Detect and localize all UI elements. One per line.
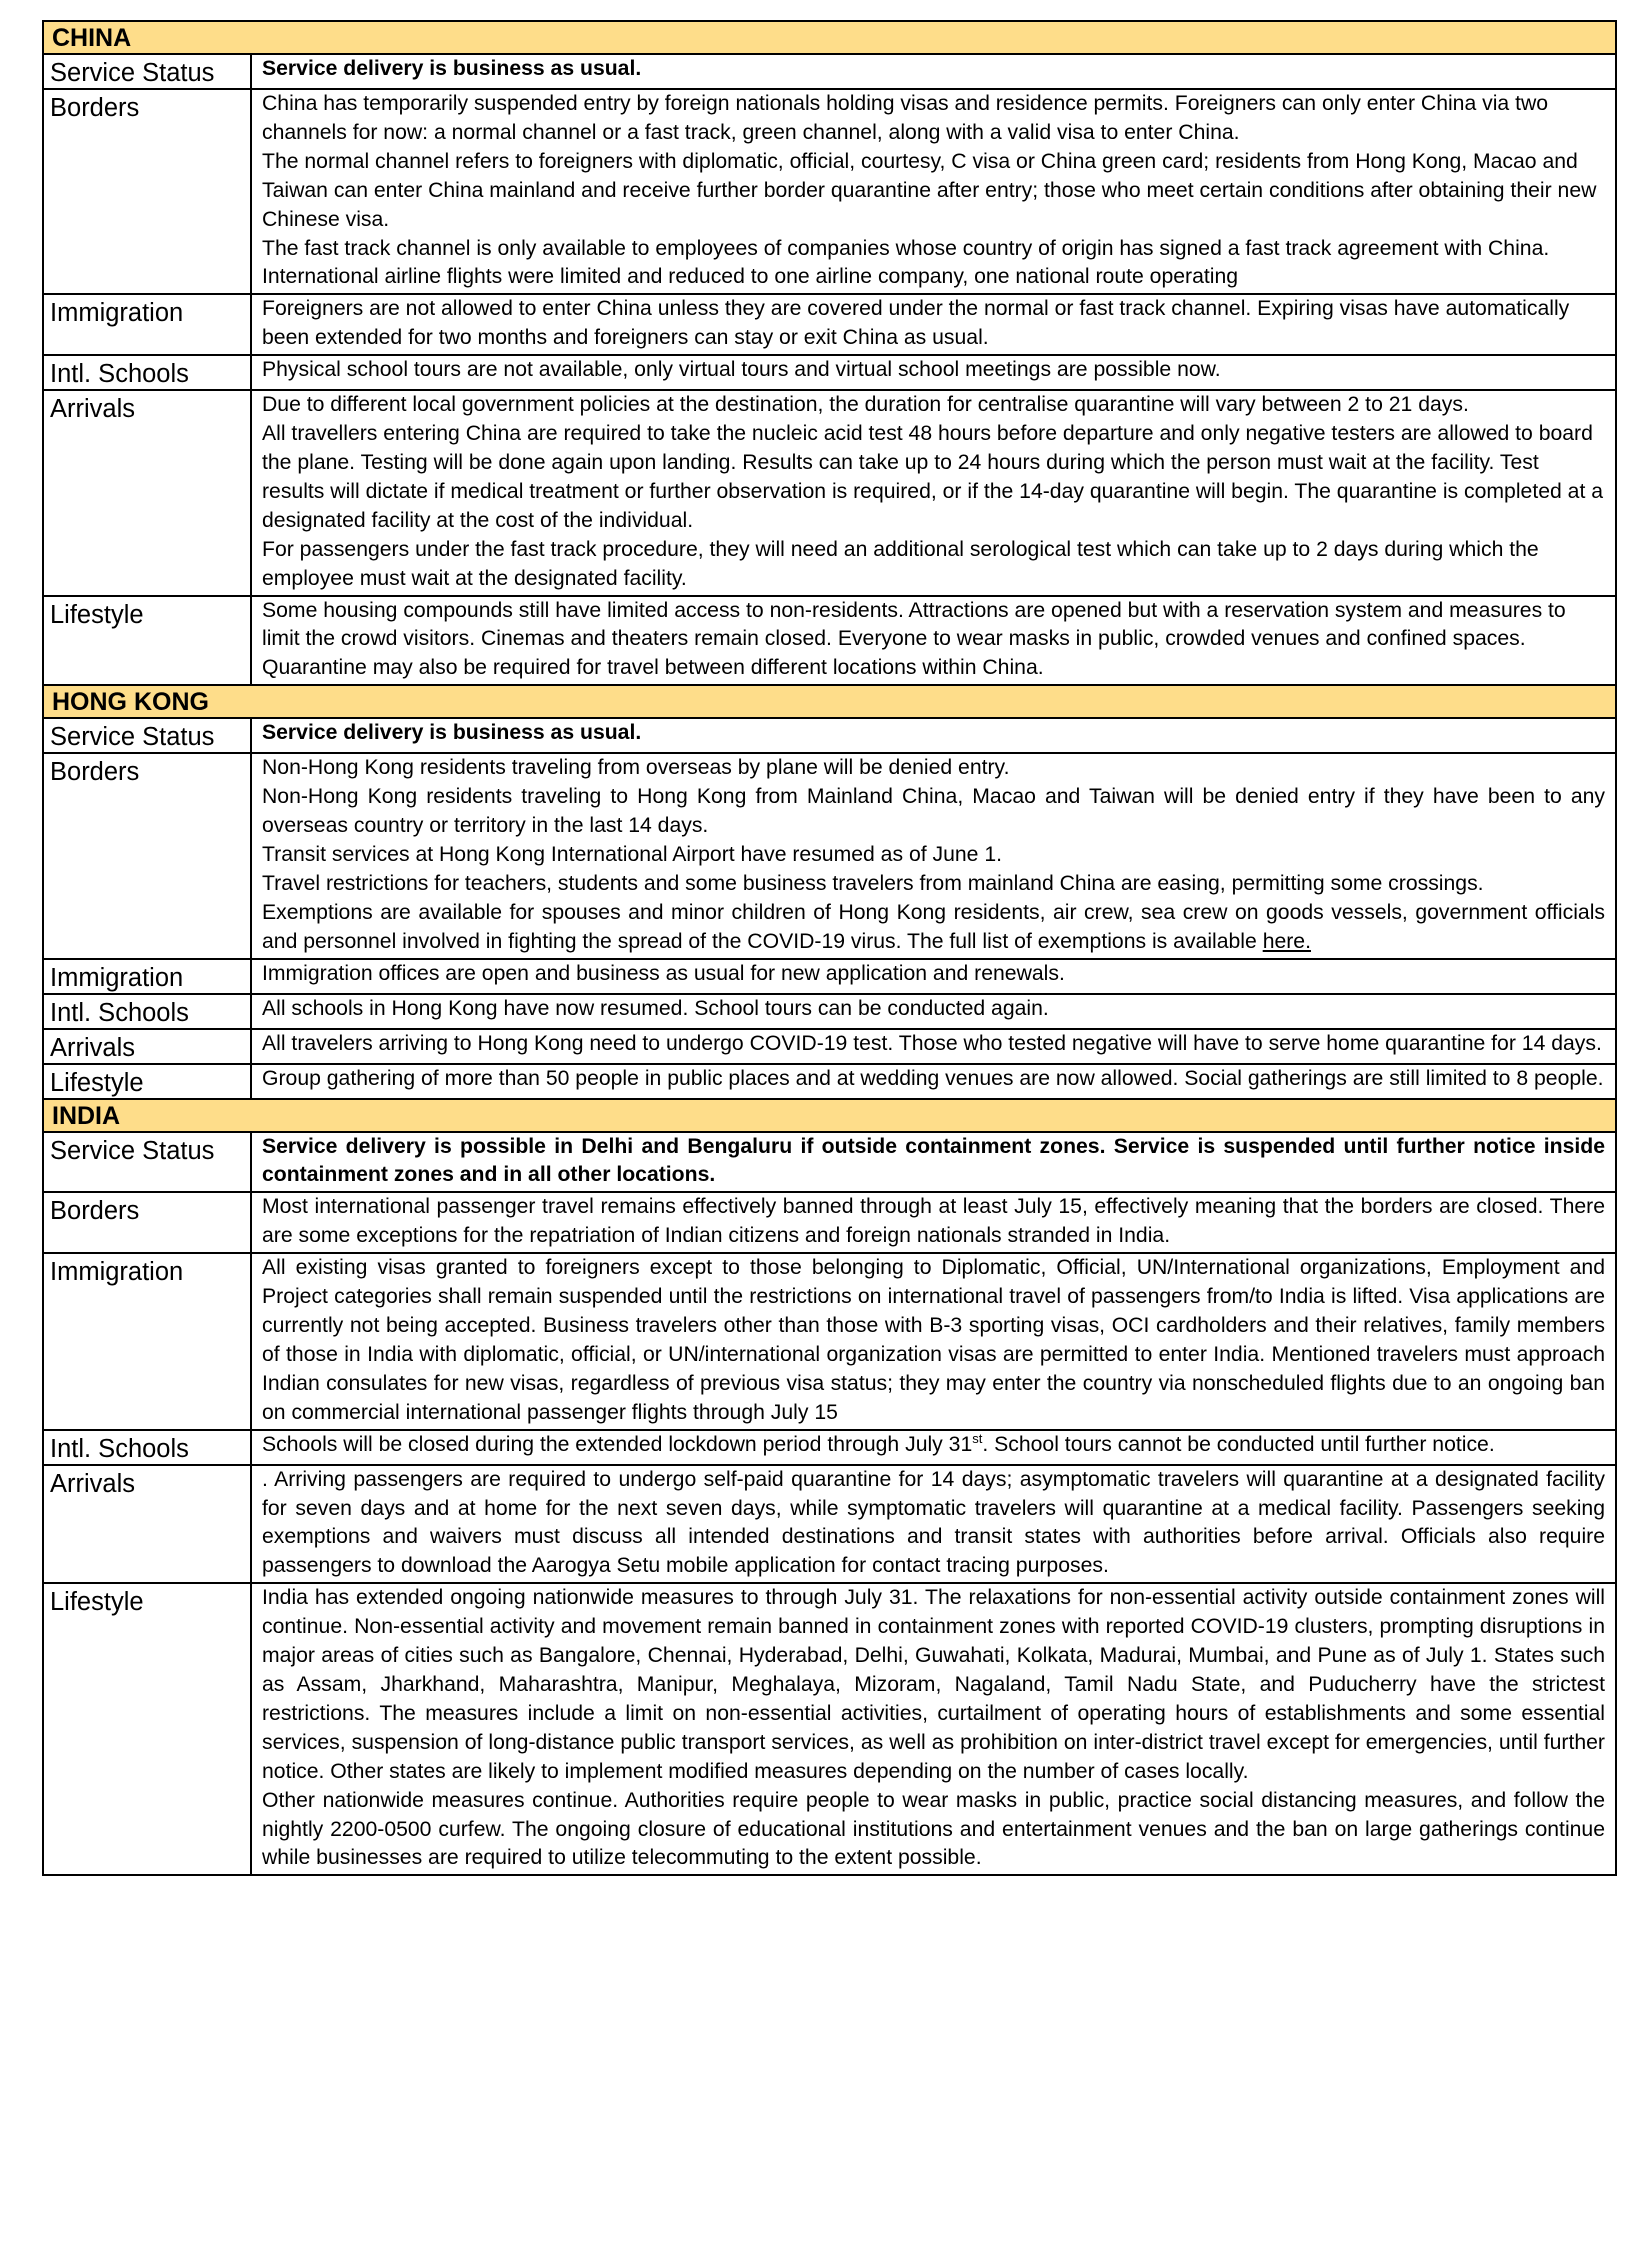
row-content [251, 1253, 1616, 1429]
table-row [43, 1192, 1616, 1253]
table-row [43, 718, 1616, 753]
row-content [251, 294, 1616, 355]
paragraph-text: All travelers arriving to Hong Kong need to undergo COVID-19 test. Those who tested negative will have to serve home quarantine for 14 days. [262, 1031, 1602, 1055]
paragraph-text: All schools in Hong Kong have now resumed. School tours can be conducted again. [262, 996, 1049, 1020]
exemptions-link[interactable]: here. [1262, 929, 1311, 953]
paragraph-text: The fast track channel is only available to employees of companies whose country of origin has signed a fast track agreement with China. [262, 236, 1550, 260]
table-row [43, 1064, 1616, 1099]
paragraph [262, 1193, 1605, 1251]
paragraph-text: Group gathering of more than 50 people in public places and at wedding venues are now allowed. Social gatherings are still limited to 8 people. [262, 1066, 1604, 1090]
row-content [251, 54, 1616, 89]
paragraph-text: Some housing compounds still have limited access to non-residents. Attractions are opened but with a reservation system and measures to limit the crowd visitors. Cinemas and theaters remain closed. Everyone to wear masks in public, crowded venues and confined spaces. Quarantine may also be required for travel between different locations within China. [262, 598, 1566, 680]
row-content [251, 390, 1616, 595]
paragraph-text: Schools will be closed during the extended lockdown period through July 31 [262, 1432, 973, 1456]
table-row [43, 1583, 1616, 1875]
section-header-hong-kong [43, 685, 1616, 718]
row-label-intl-schools: Intl. Schools [43, 355, 251, 390]
paragraph [262, 90, 1605, 148]
row-content [251, 1029, 1616, 1064]
table-row [43, 1430, 1616, 1465]
table-row [43, 994, 1616, 1029]
row-content [251, 89, 1616, 294]
paragraph [262, 719, 1605, 748]
paragraph-text: Service delivery is business as usual. [262, 721, 642, 745]
paragraph-text: Other nationwide measures continue. Authorities require people to wear masks in public, practice social distancing measures, and follow the nightly 2200-0500 curfew. The ongoing closure of educational institutions and entertainment venues and the ban on large gatherings continue while businesses are required to utilize telecommuting to the extent possible. [262, 1788, 1605, 1870]
paragraph [262, 597, 1605, 684]
paragraph-text: Physical school tours are not available, only virtual tours and virtual school meetings are possible now. [262, 358, 1221, 382]
table-row [43, 355, 1616, 390]
row-label-service-status: Service Status [43, 718, 251, 753]
paragraph-text: For passengers under the fast track procedure, they will need an additional serological test which can take up to 2 days during which the employee must wait at the designated facility. [262, 537, 1539, 590]
paragraph [262, 841, 1605, 870]
paragraph [262, 1254, 1605, 1427]
table-row [43, 1253, 1616, 1429]
paragraph [262, 263, 1605, 292]
paragraph [262, 55, 1605, 84]
paragraph-text: Due to different local government policies at the destination, the duration for centralise quarantine will vary between 2 to 21 days. [262, 393, 1469, 417]
row-content [251, 994, 1616, 1029]
table-row [43, 390, 1616, 595]
paragraph-text: Non-Hong Kong residents traveling to Hong Kong from Mainland China, Macao and Taiwan will be denied entry if they have been to any overseas country or territory in the last 14 days. [262, 785, 1605, 838]
table-row [43, 89, 1616, 294]
row-label-arrivals: Arrivals [43, 1029, 251, 1064]
paragraph [262, 148, 1605, 235]
paragraph [262, 899, 1605, 957]
paragraph-text: . School tours cannot be conducted until further notice. [982, 1432, 1495, 1456]
paragraph-text: Service delivery is business as usual. [262, 57, 642, 80]
table-row [43, 753, 1616, 958]
row-label-lifestyle: Lifestyle [43, 1064, 251, 1099]
paragraph [262, 1584, 1605, 1786]
row-content [251, 596, 1616, 686]
row-label-lifestyle: Lifestyle [43, 596, 251, 686]
paragraph [262, 1065, 1605, 1094]
table-row [43, 294, 1616, 355]
row-label-borders: Borders [43, 89, 251, 294]
paragraph-text: Travel restrictions for teachers, students and some business travelers from mainland China are easing, permitting some crossings. [262, 871, 1484, 895]
row-label-intl-schools: Intl. Schools [43, 1430, 251, 1465]
paragraph [262, 870, 1605, 899]
row-label-lifestyle: Lifestyle [43, 1583, 251, 1875]
paragraph [262, 235, 1605, 264]
paragraph-text: India has extended ongoing nationwide measures to through July 31. The relaxations for non-essential activity outside containment zones will continue. Non-essential activity and movement remain banned in containment zones with reported COVID-19 clusters, prompting disruptions in major areas of cities such as Bangalore, Chennai, Hyderabad, Delhi, Guwahati, Kolkata, Madurai, Mumbai, and Pune as of July 1. States such as Assam, Jharkhand, Maharashtra, Manipur, Meghalaya, Mizoram, Nagaland, Tamil Nadu State, and Puducherry have the strictest restrictions. The measures include a limit on non-essential activities, curtailment of operating hours of establishments and some essential services, suspension of long-distance public transport services, as well as prohibition on inter-district travel except for emergencies, until further notice. Other states are likely to implement modified measures depending on the number of cases locally. [262, 1586, 1605, 1783]
paragraph [262, 783, 1605, 841]
paragraph [262, 1133, 1605, 1191]
row-label-immigration: Immigration [43, 959, 251, 994]
row-content [251, 753, 1616, 958]
paragraph-text: Transit services at Hong Kong International Airport have resumed as of June 1. [262, 842, 1002, 866]
row-label-borders: Borders [43, 1192, 251, 1253]
row-content [251, 1583, 1616, 1875]
row-label-service-status: Service Status [43, 54, 251, 89]
paragraph-text: Most international passenger travel remains effectively banned through at least July 15, effectively meaning that the borders are closed. There are some exceptions for the repatriation of Indian citizens and foreign nationals stranded in India. [262, 1195, 1605, 1248]
paragraph [262, 995, 1605, 1024]
table-row [43, 54, 1616, 89]
paragraph-text: All travellers entering China are required to take the nucleic acid test 48 hours before departure and only negative testers are allowed to board the plane. Testing will be done again upon landing. Results can take up to 24 hours during which the person must wait at the facility. Test results will dictate if medical treatment or further observation is required, or if the 14-day quarantine will begin. The quarantine is completed at a designated facility at the cost of the individual. [262, 422, 1603, 532]
section-header-china [43, 21, 1616, 54]
paragraph [262, 1466, 1605, 1582]
row-label-arrivals: Arrivals [43, 1465, 251, 1584]
row-label-service-status: Service Status [43, 1132, 251, 1193]
paragraph [262, 1787, 1605, 1874]
paragraph [262, 356, 1605, 385]
country-heading: CHINA [43, 21, 1616, 54]
row-content [251, 959, 1616, 994]
paragraph [262, 1030, 1605, 1059]
paragraph-text: Service delivery is possible in Delhi and Bengaluru if outside containment zones. Service is suspended until further notice inside containment zones and in all other locations. [262, 1134, 1605, 1187]
paragraph [262, 391, 1605, 420]
table-row [43, 1465, 1616, 1584]
paragraph [262, 754, 1605, 783]
table-row [43, 1132, 1616, 1193]
row-label-immigration: Immigration [43, 294, 251, 355]
paragraph [262, 1431, 1605, 1460]
table-row [43, 1029, 1616, 1064]
paragraph-text: . Arriving passengers are required to undergo self-paid quarantine for 14 days; asymptomatic travelers will quarantine at a designated facility for seven days and at home for the next seven days, while symptomatic travelers will quarantine at a medical facility. Passengers seeking exemptions and waivers must discuss all intended destinations and transit states with authorities before arrival. Officials also require passengers to download the Aarogya Setu mobile application for contact tracing purposes. [262, 1467, 1605, 1578]
country-heading: HONG KONG [43, 685, 1616, 718]
row-label-immigration: Immigration [43, 1253, 251, 1429]
row-label-borders: Borders [43, 753, 251, 958]
row-content [251, 1192, 1616, 1253]
paragraph [262, 960, 1605, 989]
country-heading: INDIA [43, 1099, 1616, 1132]
paragraph-text: Foreigners are not allowed to enter China unless they are covered under the normal or fast track channel. Expiring visas have automatically been extended for two months and foreigners can stay or exit China as usual. [262, 297, 1570, 350]
row-content [251, 1465, 1616, 1584]
paragraph-text: China has temporarily suspended entry by foreign nationals holding visas and residence permits. Foreigners can only enter China via two channels for now: a normal channel or a fast track, green channel, along with a valid visa to enter China. [262, 92, 1549, 144]
paragraph-text: Non-Hong Kong residents traveling from overseas by plane will be denied entry. [262, 756, 1010, 780]
country-status-table [42, 20, 1617, 1876]
paragraph [262, 420, 1605, 536]
paragraph [262, 536, 1605, 594]
table-row [43, 959, 1616, 994]
paragraph-text: The normal channel refers to foreigners with diplomatic, official, courtesy, C visa or China green card; residents from Hong Kong, Macao and Taiwan can enter China mainland and receive further border quarantine after entry; those who meet certain conditions after obtaining their new Chinese visa. [262, 149, 1597, 231]
paragraph-text: Immigration offices are open and business as usual for new application and renewals. [262, 961, 1065, 985]
row-label-intl-schools: Intl. Schools [43, 994, 251, 1029]
paragraph-text: All existing visas granted to foreigners except to those belonging to Diplomatic, Official, UN/International organizations, Employment and Project categories shall remain suspended until the restrictions on international travel of passengers from/to India is lifted. Visa applications are currently not being accepted. Business travelers other than those with B-3 sporting visas, OCI cardholders and their relatives, family members of those in India with diplomatic, official, or UN/international organization visas are permitted to enter India. Mentioned travelers must approach Indian consulates for new visas, regardless of previous visa status; they may enter the country via nonscheduled flights due to an ongoing ban on commercial international passenger flights through July 15 [262, 1256, 1605, 1424]
row-label-arrivals: Arrivals [43, 390, 251, 595]
row-content [251, 1064, 1616, 1099]
ordinal-suffix: st [972, 1430, 983, 1446]
row-content [251, 718, 1616, 753]
paragraph-text: International airline flights were limited and reduced to one airline company, one national route operating [262, 265, 1239, 289]
paragraph [262, 295, 1605, 353]
row-content [251, 1430, 1616, 1465]
row-content [251, 1132, 1616, 1193]
paragraph-text: Exemptions are available for spouses and minor children of Hong Kong residents, air crew, sea crew on goods vessels, government officials and personnel involved in fighting the spread of the COVID-19 virus. The full list of exemptions is available [262, 900, 1605, 953]
table-row [43, 596, 1616, 686]
section-header-india [43, 1099, 1616, 1132]
row-content [251, 355, 1616, 390]
